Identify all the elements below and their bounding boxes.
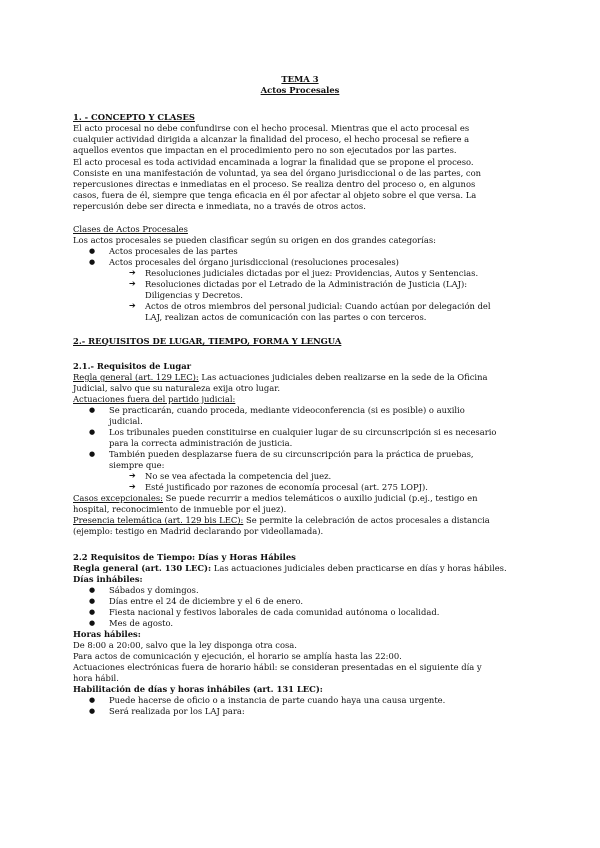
- list-item: Mes de agosto.: [109, 618, 174, 628]
- list-item: Actos procesales del órgano jurisdiccional (resoluciones procesales): [109, 257, 399, 267]
- subsection-2-2: 2.2 Requisitos de Tiempo: Días y Horas Hábiles: [73, 552, 296, 562]
- list-item: Actos de otros miembros del personal judicial: Cuando actúan por delegación del: [145, 301, 491, 311]
- paragraph-line: Para actos de comunicación y ejecución, el horario se amplía hasta las 22:00.: [73, 651, 402, 661]
- list-item: Se practicarán, cuando proceda, mediante videoconferencia (si es posible) o auxilio: [109, 405, 465, 415]
- paragraph-line: De 8:00 a 20:00, salvo que la ley disponga otra cosa.: [73, 640, 297, 650]
- bullet-icon: ●: [89, 586, 96, 594]
- section-2-heading: 2.- REQUISITOS DE LUGAR, TIEMPO, FORMA Y LENGUA: [73, 336, 342, 346]
- list-item-cont: LAJ, realizan actos de comunicación con las partes o con terceros.: [145, 312, 427, 322]
- paragraph-line: hospital, reconocimiento de inmueble por el juez).: [73, 504, 287, 514]
- paragraph-line: (ejemplo: testigo en Madrid declarando por videollamada).: [73, 526, 324, 536]
- list-item-cont: judicial.: [109, 416, 143, 426]
- list-item-cont: siempre que:: [109, 460, 165, 470]
- list-item: Será realizada por los LAJ para:: [109, 706, 245, 716]
- list-item: Resoluciones judiciales dictadas por el juez: Providencias, Autos y Sentencias.: [145, 268, 479, 278]
- bullet-icon: ●: [89, 597, 96, 605]
- list-item: Fiesta nacional y festivos laborales de cada comunidad autónoma o localidad.: [109, 607, 440, 617]
- arrow-icon: ➔: [129, 268, 136, 277]
- bullet-icon: ●: [89, 707, 96, 715]
- bullet-icon: ●: [89, 696, 96, 704]
- paragraph-line: Presencia telemática (art. 129 bis LEC): Se permite la celebración de actos procesales a distancia: [73, 515, 490, 525]
- paragraph-line: El acto procesal es toda actividad encaminada a lograr la finalidad que se propone el proceso.: [73, 157, 474, 167]
- paragraph-line: El acto procesal no debe confundirse con el hecho procesal. Mientras que el acto procesal es: [73, 123, 470, 133]
- paragraph-line: Actuaciones fuera del partido judicial:: [73, 394, 236, 404]
- bullet-icon: ●: [89, 608, 96, 616]
- paragraph-line: aquellos eventos que impactan en el procedimiento pero no son ejecutados por las partes.: [73, 145, 457, 155]
- paragraph-line: Regla general (art. 129 LEC): Las actuaciones judiciales deben realizarse en la sede de la Oficina: [73, 372, 488, 382]
- list-item: Sábados y domingos.: [109, 585, 199, 595]
- bullet-icon: ●: [89, 619, 96, 627]
- arrow-icon: ➔: [129, 482, 136, 491]
- arrow-icon: ➔: [129, 279, 136, 288]
- list-item: Los tribunales pueden constituirse en cualquier lugar de su circunscripción si es necesario: [109, 427, 497, 437]
- list-item-cont: Diligencias y Decretos.: [145, 290, 243, 300]
- list-item: También pueden desplazarse fuera de su circunscripción para la práctica de pruebas,: [109, 449, 474, 459]
- list-item-cont: para la correcta administración de justicia.: [109, 438, 293, 448]
- list-item: Esté justificado por razones de economía procesal (art. 275 LOPJ).: [145, 482, 428, 492]
- paragraph-line: cualquier actividad dirigida a alcanzar la finalidad del proceso, el hecho procesal se refiere a: [73, 134, 470, 144]
- list-item: Actos procesales de las partes: [109, 246, 238, 256]
- subheading-clases: Clases de Actos Procesales: [73, 224, 188, 234]
- subsection-2-1: 2.1.- Requisitos de Lugar: [73, 361, 192, 371]
- list-item: Días entre el 24 de diciembre y el 6 de enero.: [109, 596, 304, 606]
- list-item: No se vea afectada la competencia del juez.: [145, 471, 332, 481]
- paragraph-line: Horas hábiles:: [73, 629, 141, 639]
- paragraph-line: repercusión debe ser directa e inmediata, no a través de otros actos.: [73, 201, 366, 211]
- paragraph-line: Los actos procesales se pueden clasificar según su origen en dos grandes categorías:: [73, 235, 436, 245]
- bullet-icon: ●: [89, 450, 96, 458]
- bullet-icon: ●: [89, 428, 96, 436]
- bullet-icon: ●: [89, 406, 96, 414]
- paragraph-line: Días inhábiles:: [73, 574, 143, 584]
- list-item: Resoluciones dictadas por el Letrado de la Administración de Justicia (LAJ):: [145, 279, 468, 289]
- tema-number: TEMA 3: [281, 74, 319, 84]
- bullet-icon: ●: [89, 247, 96, 255]
- paragraph-line: Habilitación de días y horas inhábiles (art. 131 LEC):: [73, 684, 323, 694]
- paragraph-line: Consiste en una manifestación de voluntad, ya sea del órgano jurisdiccional o de las partes, con: [73, 168, 482, 178]
- paragraph-line: casos, fuera de él, siempre que tenga eficacia en él por afectar al objeto sobre el que versa. La: [73, 190, 477, 200]
- page-title: Actos Procesales: [260, 85, 340, 95]
- paragraph-line: repercusiones directas e inmediatas en el proceso. Se realiza dentro del proceso o, en algunos: [73, 179, 476, 189]
- paragraph-line: Judicial, salvo que su naturaleza exija otro lugar.: [73, 383, 281, 393]
- paragraph-line: Casos excepcionales: Se puede recurrir a medios telemáticos o auxilio judicial (p.ej., testigo en: [73, 493, 478, 503]
- paragraph-line: Regla general (art. 130 LEC): Las actuaciones judiciales deben practicarse en días y horas hábiles.: [73, 563, 507, 573]
- section-1-heading: 1. - CONCEPTO Y CLASES: [73, 112, 195, 122]
- list-item: Puede hacerse de oficio o a instancia de parte cuando haya una causa urgente.: [109, 695, 446, 705]
- arrow-icon: ➔: [129, 301, 136, 310]
- arrow-icon: ➔: [129, 471, 136, 480]
- paragraph-line: Actuaciones electrónicas fuera de horario hábil: se consideran presentadas en el siguiente día y: [73, 662, 482, 672]
- paragraph-line: hora hábil.: [73, 673, 119, 683]
- bullet-icon: ●: [89, 258, 96, 266]
